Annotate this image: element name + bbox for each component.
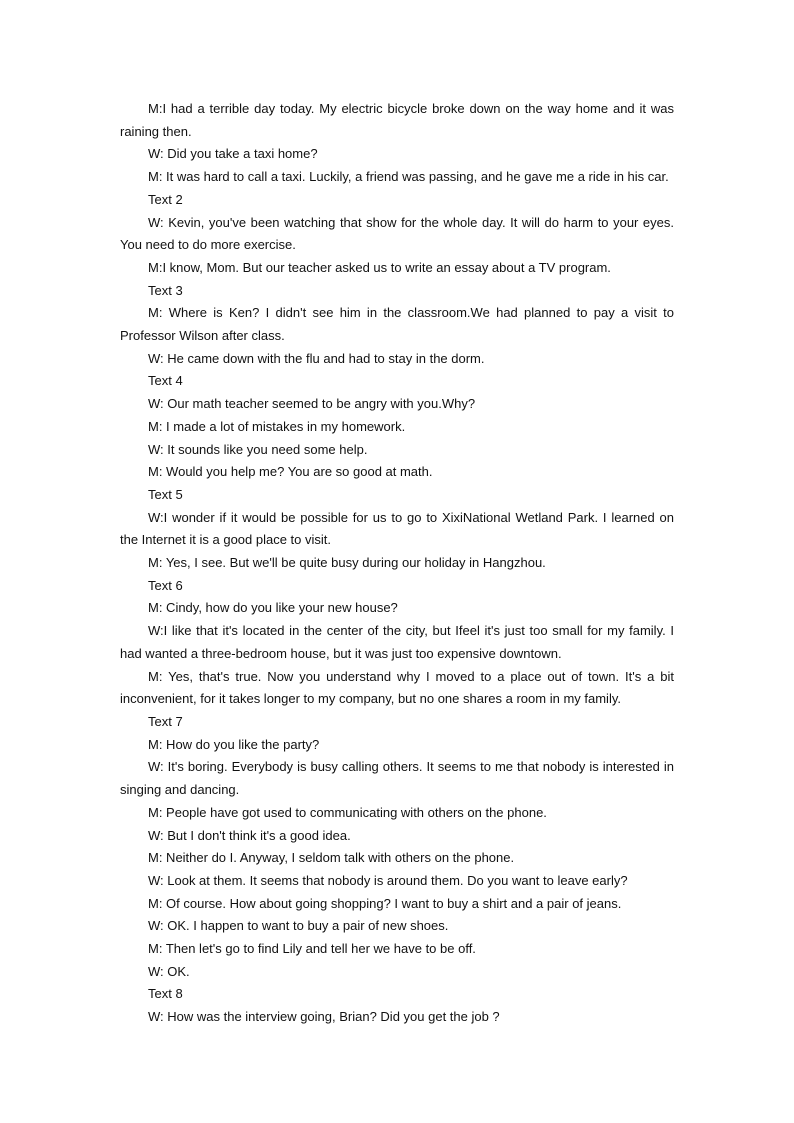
dialogue-line: W: It sounds like you need some help. — [148, 441, 368, 457]
section-heading: Text 6 — [148, 577, 183, 593]
dialogue-line: W: Our math teacher seemed to be angry with you.Why? — [148, 396, 476, 412]
dialogue-line: M:I know, Mom. But our teacher asked us to write an essay about a TV program. — [148, 259, 611, 275]
section-heading: Text 4 — [148, 373, 183, 389]
dialogue-line: W:I like that it's located in the center of the city, but Ifeel it's just too small for my family. I had wanted a three-bedroom house, but it was just too expensive downtown. — [120, 623, 674, 661]
dialogue-line: M: People have got used to communicating with others on the phone. — [148, 804, 547, 820]
dialogue-line: W: OK. I happen to want to buy a pair of new shoes. — [148, 918, 449, 934]
dialogue-line: M: I made a lot of mistakes in my homework. — [148, 418, 406, 434]
dialogue-line: W:I wonder if it would be possible for us to go to XixiNational Wetland Park. I learned on the Internet it is a good place to visit. — [120, 509, 674, 548]
section-heading: Text 8 — [148, 986, 183, 1002]
dialogue-line: M: Of course. How about going shopping? I want to buy a shirt and a pair of jeans. — [148, 895, 622, 911]
dialogue-line: M: It was hard to call a taxi. Luckily, a friend was passing, and he gave me a ride in his car. — [148, 169, 669, 185]
dialogue-line: W: Kevin, you've been watching that show for the whole day. It will do harm to your eyes. You need to do more exercise. — [120, 214, 674, 253]
dialogue-line: M:I had a terrible day today. My electric bicycle broke down on the way home and it was raining then. — [120, 101, 674, 139]
dialogue-line: M: Neither do I. Anyway, I seldom talk with others on the phone. — [148, 850, 515, 866]
dialogue-line: M: Yes, that's true. Now you understand why I moved to a place out of town. It's a bit inconvenient, for it takes longer to my company, but no one shares a room in my family. — [120, 668, 674, 707]
dialogue-line: M: Cindy, how do you like your new house? — [148, 600, 398, 616]
section-heading: Text 2 — [148, 191, 183, 207]
dialogue-line: W: He came down with the flu and had to stay in the dorm. — [148, 350, 485, 366]
dialogue-line: M: Would you help me? You are so good at math. — [148, 464, 433, 480]
dialogue-line: M: Where is Ken? I didn't see him in the classroom.We had planned to pay a visit to Professor Wilson after class. — [120, 305, 674, 344]
dialogue-line: W: But I don't think it's a good idea. — [148, 827, 351, 843]
section-heading: Text 7 — [148, 713, 183, 729]
dialogue-line: W: OK. — [148, 963, 190, 979]
dialogue-line: M: How do you like the party? — [148, 736, 320, 752]
section-heading: Text 3 — [148, 282, 183, 298]
dialogue-line: W: Did you take a taxi home? — [148, 146, 318, 162]
document-page — [120, 98, 674, 1029]
dialogue-line: M: Then let's go to find Lily and tell her we have to be off. — [148, 941, 476, 957]
dialogue-line: W: It's boring. Everybody is busy calling others. It seems to me that nobody is interested in singing and dancing. — [120, 759, 674, 798]
dialogue-line: M: Yes, I see. But we'll be quite busy during our holiday in Hangzhou. — [148, 555, 546, 571]
dialogue-line: W: How was the interview going, Brian? Did you get the job ? — [148, 1009, 500, 1025]
dialogue-line: W: Look at them. It seems that nobody is around them. Do you want to leave early? — [148, 872, 628, 888]
section-heading: Text 5 — [148, 486, 183, 502]
